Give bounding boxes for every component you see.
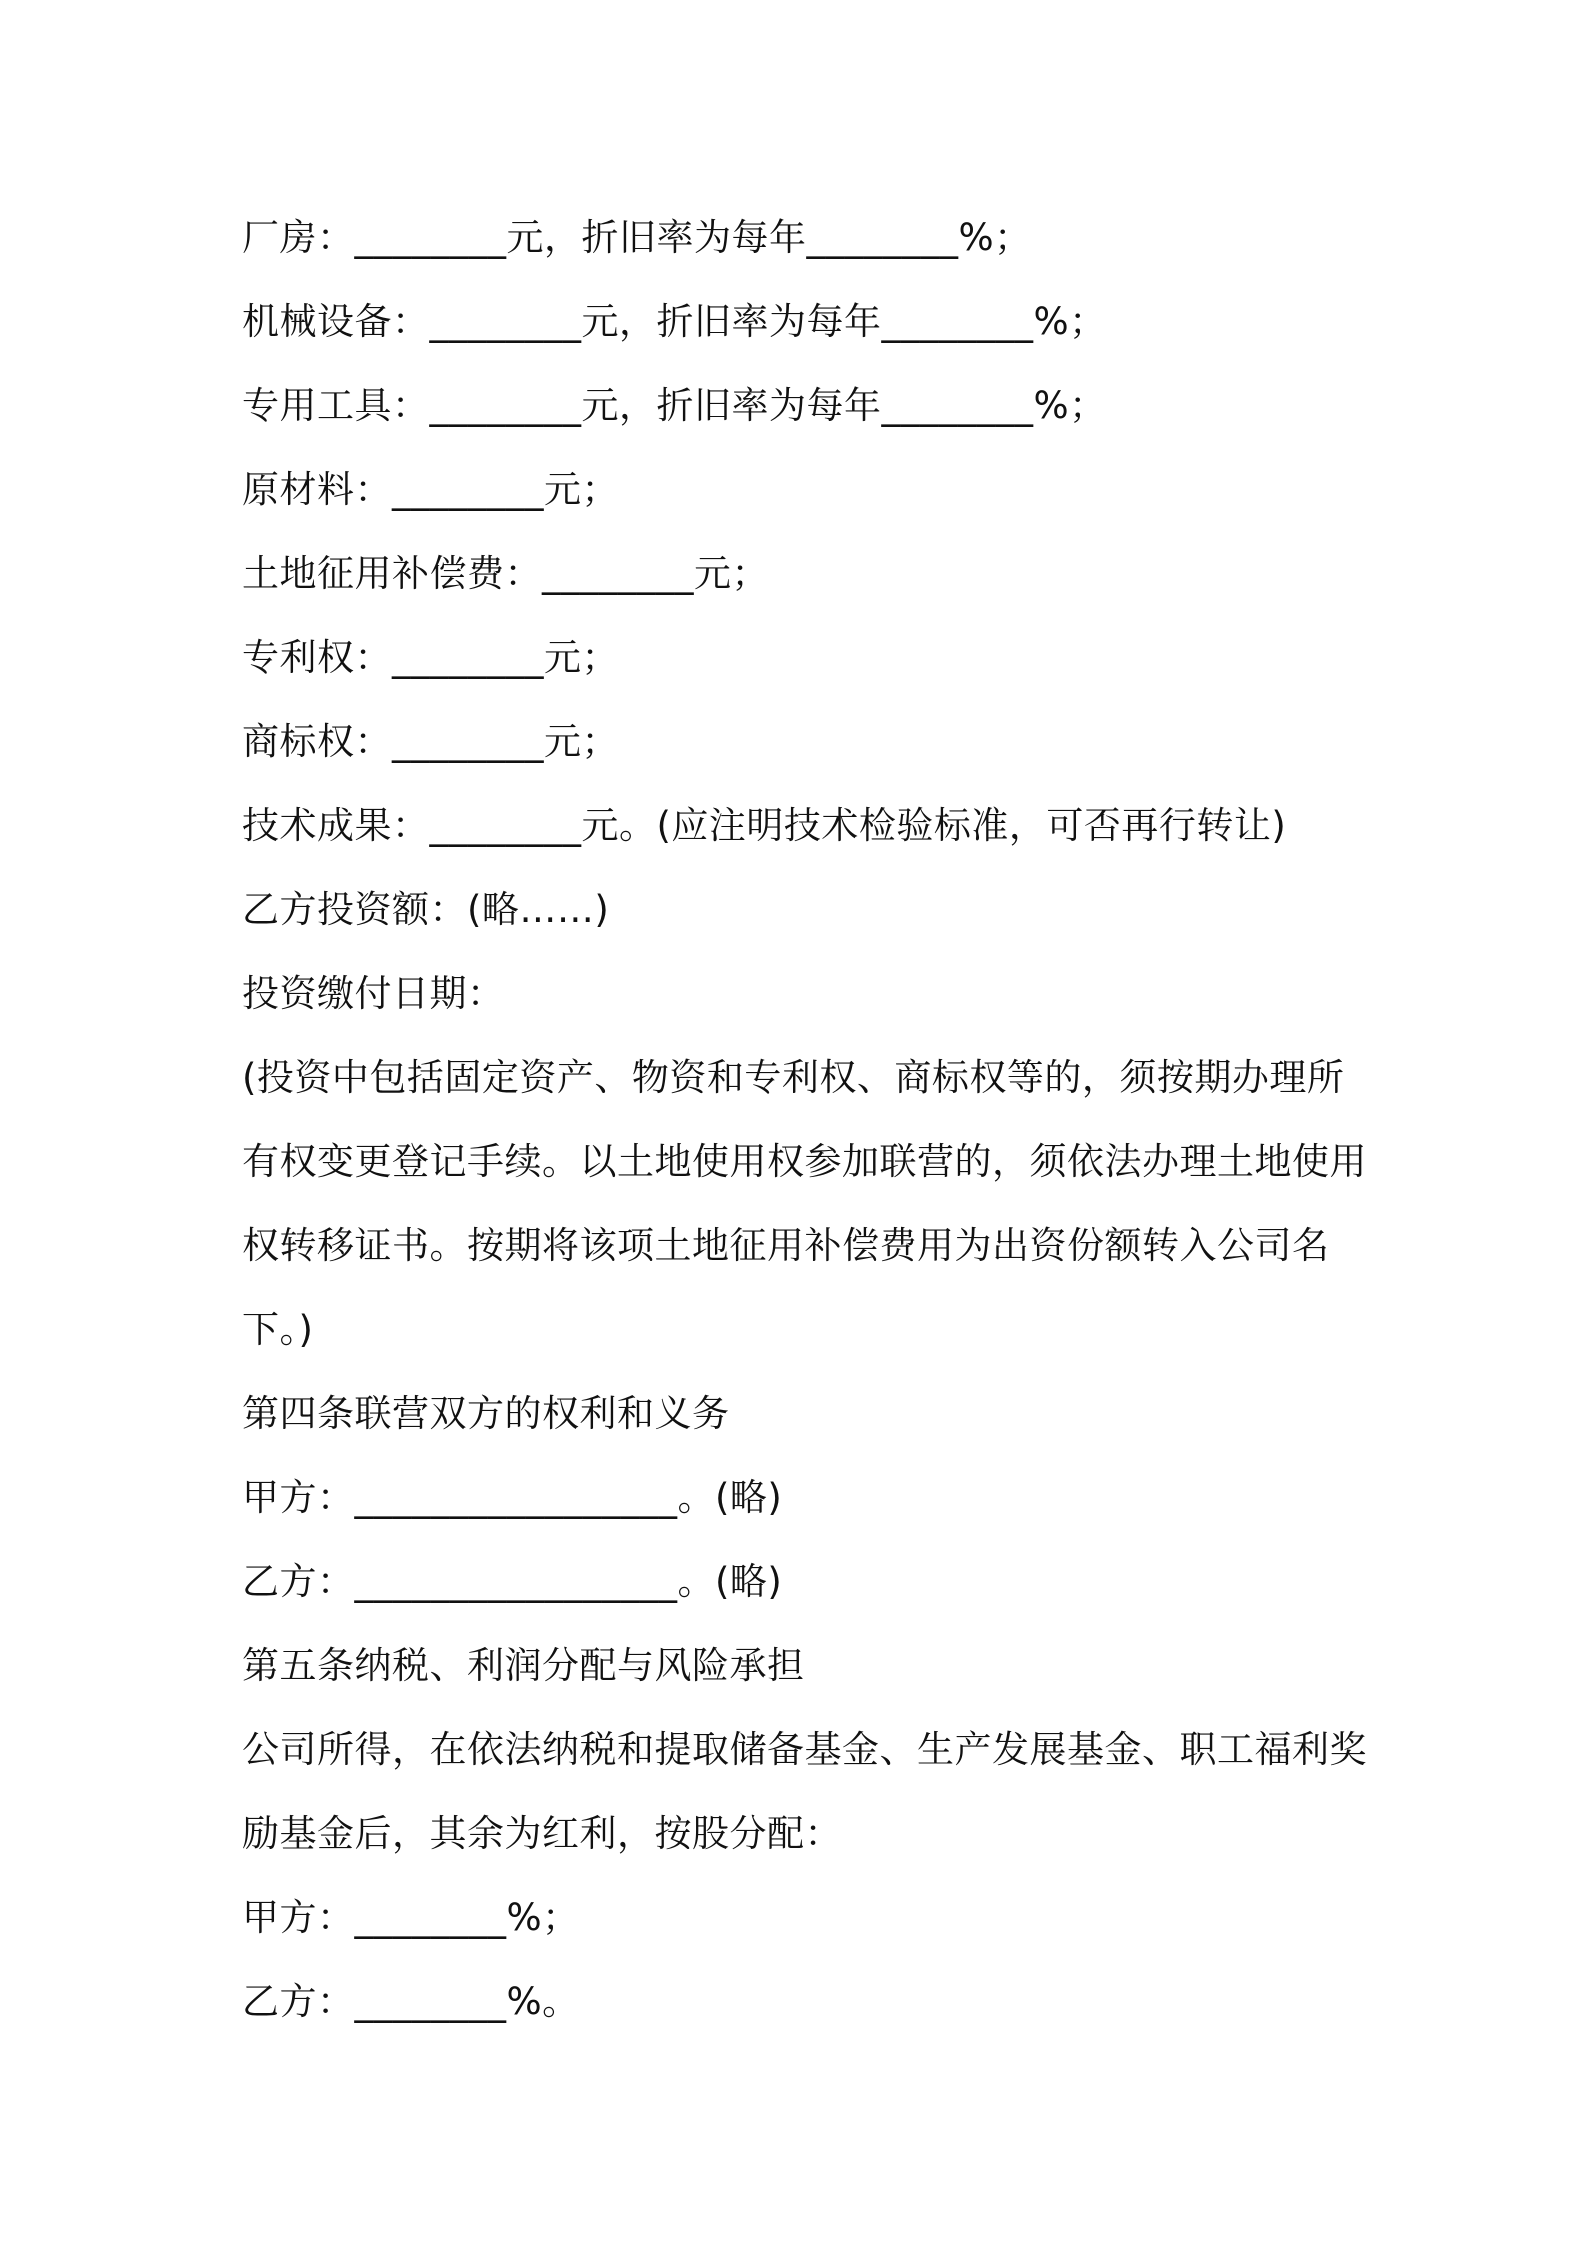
line-trademark-right: 商标权：________元；: [242, 720, 619, 763]
document-body: [242, 196, 1367, 2044]
article-4-heading: 第四条联营双方的权利和义务: [242, 1392, 730, 1435]
line-party-b-investment: 乙方投资额：(略……): [242, 888, 610, 931]
article-5-heading: 第五条纳税、利润分配与风险承担: [242, 1644, 805, 1687]
paragraph-profit-2: 励基金后，其余为红利，按股分配：: [242, 1812, 842, 1855]
paragraph-investment-note-4: 下。): [242, 1308, 314, 1351]
line-party-b-share: 乙方：________%。: [242, 1980, 580, 2023]
line-factory-building: 厂房：________元，折旧率为每年________%；: [242, 216, 1032, 259]
line-land-compensation: 土地征用补偿费：________元；: [242, 552, 769, 595]
paragraph-investment-note-2: 有权变更登记手续。以土地使用权参加联营的，须依法办理土地使用: [242, 1140, 1367, 1183]
line-raw-materials: 原材料：________元；: [242, 468, 619, 511]
line-party-b-rights: 乙方：_________________。(略): [242, 1560, 783, 1603]
line-technical-achievement: 技术成果：________元。(应注明技术检验标准，可否再行转让): [242, 804, 1287, 847]
line-machinery-equipment: 机械设备：________元，折旧率为每年________%；: [242, 300, 1107, 343]
line-payment-date: 投资缴付日期：: [242, 972, 505, 1015]
paragraph-investment-note-3: 权转移证书。按期将该项土地征用补偿费用为出资份额转入公司名: [242, 1224, 1330, 1267]
line-party-a-rights: 甲方：_________________。(略): [242, 1476, 783, 1519]
line-party-a-share: 甲方：________%；: [242, 1896, 580, 1939]
paragraph-profit-1: 公司所得，在依法纳税和提取储备基金、生产发展基金、职工福利奖: [242, 1728, 1367, 1771]
paragraph-investment-note-1: (投资中包括固定资产、物资和专利权、商标权等的，须按期办理所: [242, 1056, 1345, 1099]
line-patent-right: 专利权：________元；: [242, 636, 619, 679]
line-special-tools: 专用工具：________元，折旧率为每年________%；: [242, 384, 1107, 427]
